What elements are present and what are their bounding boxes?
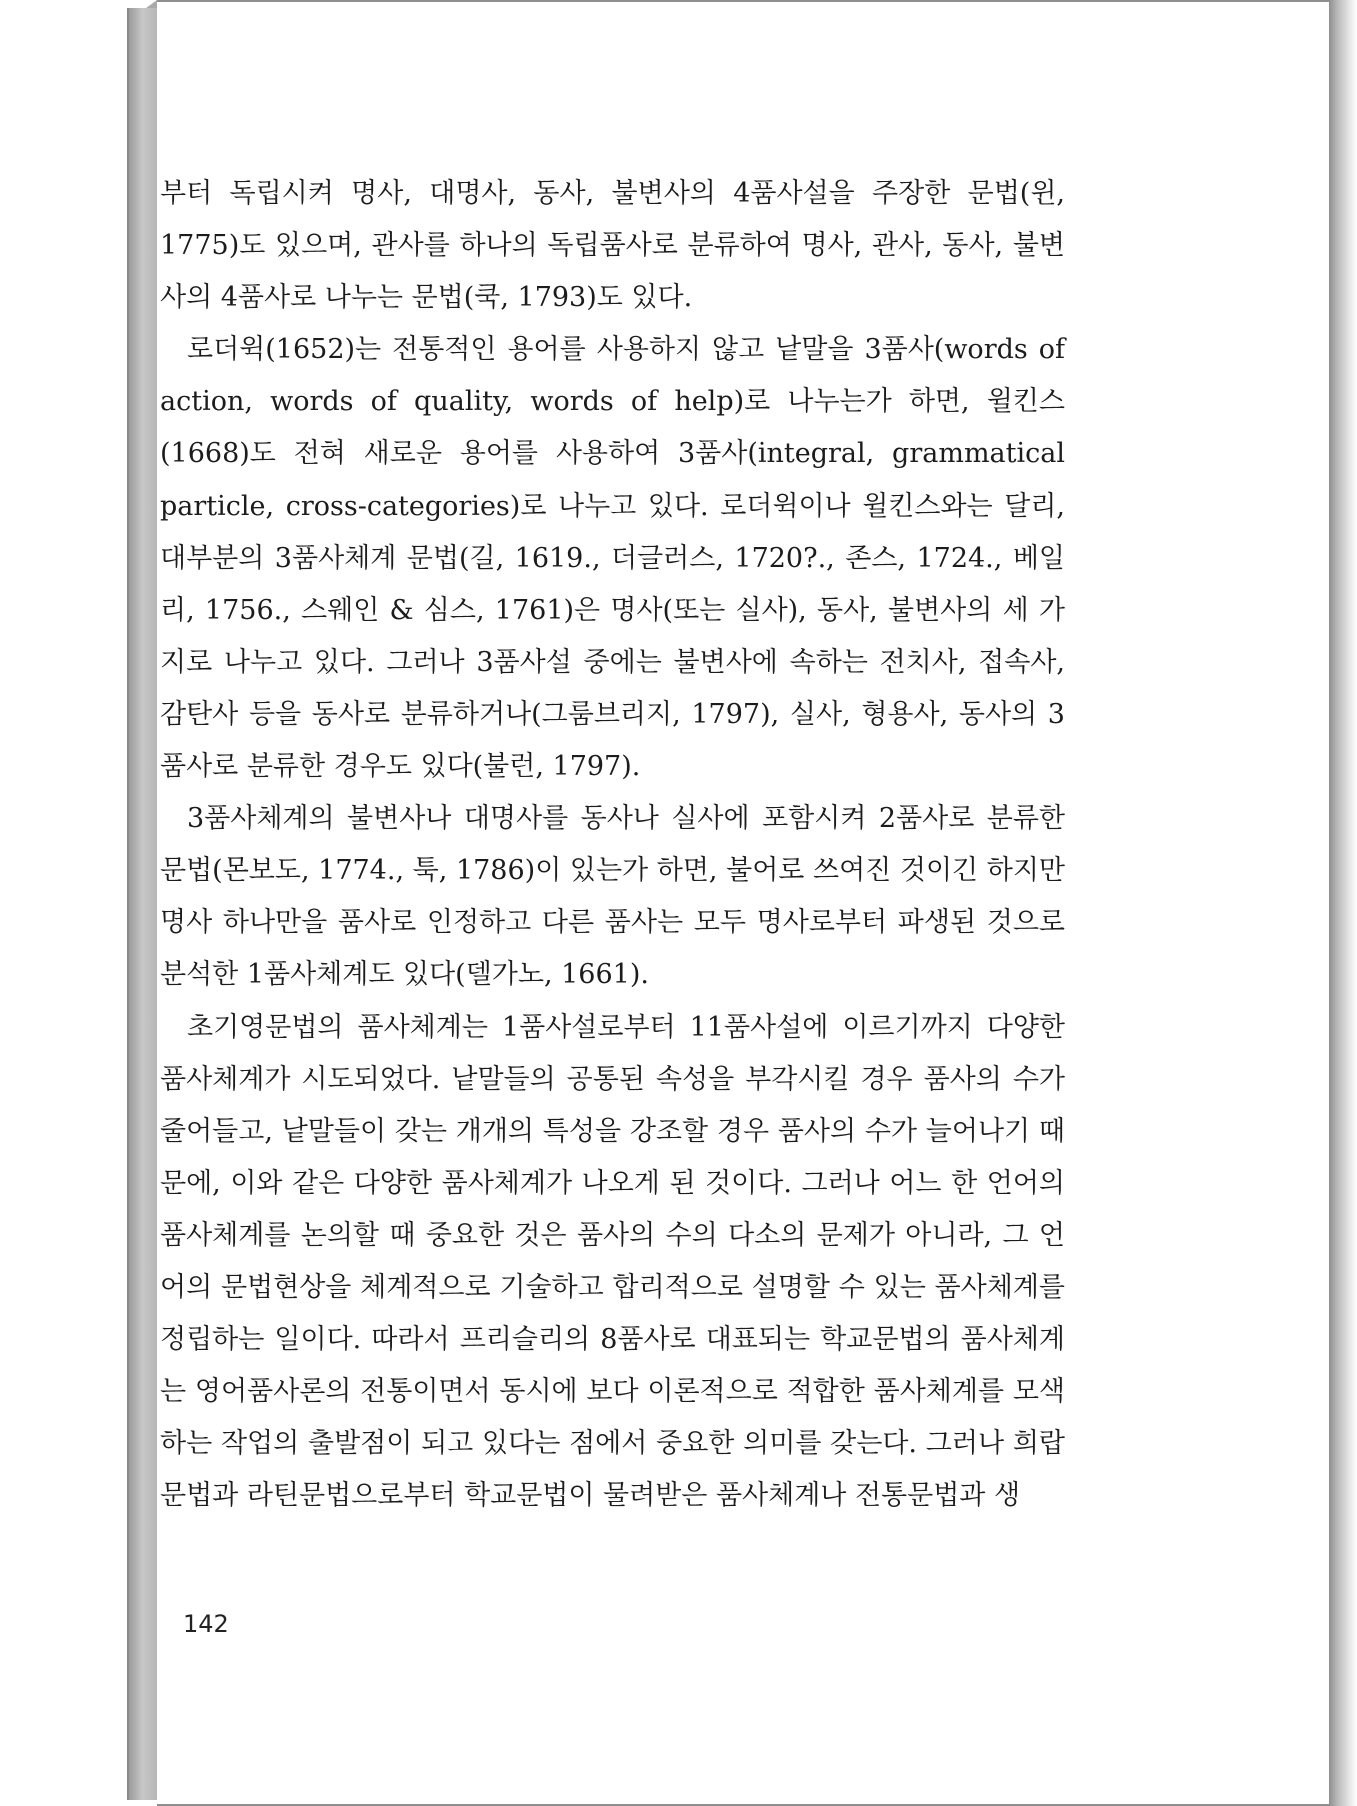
paragraph-4: 초기영문법의 품사체계는 1품사설로부터 11품사설에 이르기까지 다양한 품사체계가 시도되었다. 낱말들의 공통된 속성을 부각시킬 경우 품사의 수가 줄어들고, 낱말들이 갖는 개개의 특성을 강조할 경우 품사의 수가 늘어나기 때문에, 이와 같은 다양한 품사체계가 나오게 된 것이다. 그러나 어느 한 언어의 품사체계를 논의할 때 중요한 것은 품사의 수의 다소의 문제가 아니라, 그 언어의 문법현상을 체계적으로 기술하고 합리적으로 설명할 수 있는 품사체계를 정립하는 일이다. 따라서 프리슬리의 8품사로 대표되는 학교문법의 품사체계는 영어품사론의 전통이면서 동시에 보다 이론적으로 적합한 품사체계를 모색하는 작업의 출발점이 되고 있다는 점에서 중요한 의미를 갖는다. 그러나 희랍문법과 라틴문법으로부터 학교문법이 물려받은 품사체계나 전통문법과 생 [160,1011,1065,1512]
page-number: 142 [183,1610,229,1638]
paragraph-1: 부터 독립시켜 명사, 대명사, 동사, 불변사의 4품사설을 주장한 문법(윈, 1775)도 있으며, 관사를 하나의 독립품사로 분류하여 명사, 관사, 동사, 불변사의 4품사로 나누는 문법(쿡, 1793)도 있다. [160,178,1065,314]
page-body-text [160,168,1065,1522]
paragraph-2: 로더윅(1652)는 전통적인 용어를 사용하지 않고 낱말을 3품사(words of action, words of quality, words of help)로 나누는가 하면, 윌킨스(1668)도 전혀 새로운 용어를 사용하여 3품사(integral, grammatical particle, cross-categories)로 나누고 있다. 로더윅이나 윌킨스와는 달리, 대부분의 3품사체계 문법(길, 1619., 더글러스, 1720?., 존스, 1724., 베일리, 1756., 스웨인 & 심스, 1761)은 명사(또는 실사), 동사, 불변사의 세 가지로 나누고 있다. 그러나 3품사설 중에는 불변사에 속하는 전치사, 접속사, 감탄사 등을 동사로 분류하거나(그룸브리지, 1797), 실사, 형용사, 동사의 3품사로 분류한 경우도 있다(불런, 1797). [160,334,1065,783]
paragraph-3: 3품사체계의 불변사나 대명사를 동사나 실사에 포함시켜 2품사로 분류한 문법(몬보도, 1774., 툭, 1786)이 있는가 하면, 불어로 쓰여진 것이긴 하지만 명사 하나만을 품사로 인정하고 다른 품사는 모두 명사로부터 파생된 것으로 분석한 1품사체계도 있다(델가노, 1661). [160,803,1065,991]
page-edge-shadow [1329,0,1357,1806]
book-spine [127,8,159,1800]
